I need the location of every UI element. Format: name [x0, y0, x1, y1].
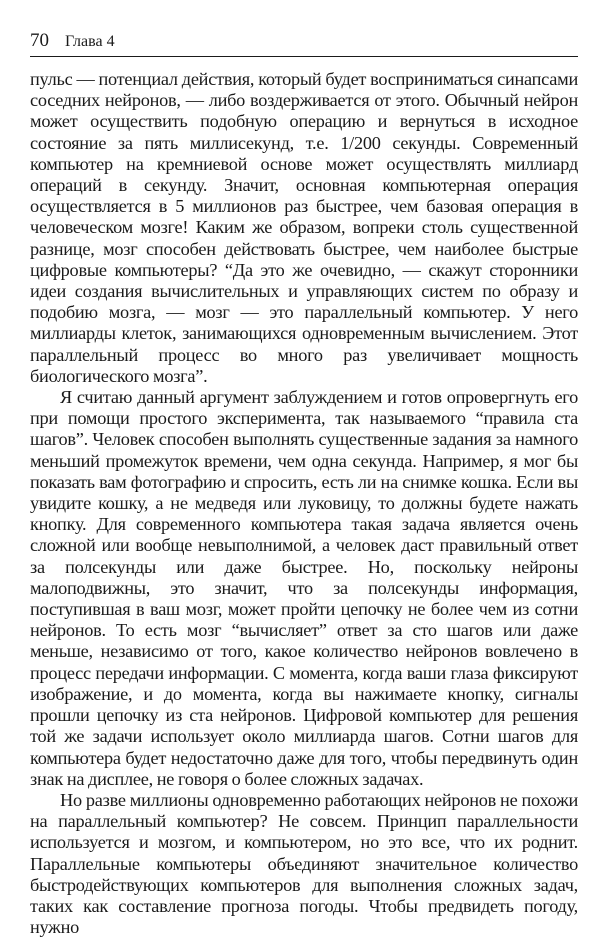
body-text — [30, 69, 578, 938]
paragraph-1: пульс — потенциал действия, который будет восприниматься синапсами соседних нейронов, — либо воздерживается от этого. Обычный нейрон может осуществить подобную операцию и вернуться в исходное состояние за пять миллисекунд, т.е. 1/200 секунды. Современный компьютер на кремниевой основе может осуществлять миллиард операций в секунду. Значит, основная компьютерная операция осуществляется в 5 миллионов раз быстрее, чем базовая операция в человеческом мозге! Каким же образом, вопреки столь существенной разнице, мозг способен действовать быстрее, чем наиболее быстрые цифровые компьютеры? “Да это же очевидно, — скажут сторонники идеи создания вычислительных и управляющих систем по образу и подобию мозга, — мозг — это параллельный компьютер. У него миллиарды клеток, занимающихся одновременным вычислением. Этот параллельный процесс во много раз увеличивает мощность биологического мозга”. — [30, 69, 578, 386]
page-header — [30, 30, 578, 57]
page-number: 70 — [30, 30, 49, 51]
paragraph-2: Я считаю данный аргумент заблуждением и готов опровергнуть его при помощи простого эксперимента, так называемого “правила ста шагов”. Человек способен выполнять существенные задания за намного меньший промежуток времени, чем одна секунда. Например, я мог бы показать вам фотографию и спросить, есть ли на снимке кошка. Если вы увидите кошку, а не медведя или луковицу, то должны будете нажать кнопку. Для современного компьютера такая задача является очень сложной или вообще невыполнимой, а человек даст правильный ответ за полсекунды или даже быстрее. Но, поскольку нейроны малоподвижны, это значит, что за полсекунды информация, поступившая в ваш мозг, может пройти цепочку не более чем из сотни нейронов. То есть мозг “вычисляет” ответ за сто шагов или даже меньше, независимо от того, какое количество нейронов вовлечено в процесс передачи информации. С момента, когда ваши глаза фиксируют изображение, и до момента, когда вы нажимаете кнопку, сигналы прошли цепочку из ста нейронов. Цифровой компьютер для решения той же задачи использует около миллиарда шагов. Сотни шагов для компьютера будет недостаточно даже для того, чтобы передвинуть один знак на дисплее, не говоря о более сложных задачах. — [30, 387, 578, 789]
book-page — [30, 30, 578, 938]
chapter-title: Глава 4 — [65, 33, 115, 50]
paragraph-3: Но разве миллионы одновременно работающих нейронов не похожи на параллельный компьютер? Не совсем. Принцип параллельности используется и мозгом, и компьютером, но это все, что их роднит. Параллельные компьютеры объединяют значительное количество быстродействующих компьютеров для выполнения сложных задач, таких как составление прогноза погоды. Чтобы предвидеть погоду, нужно — [30, 789, 578, 938]
